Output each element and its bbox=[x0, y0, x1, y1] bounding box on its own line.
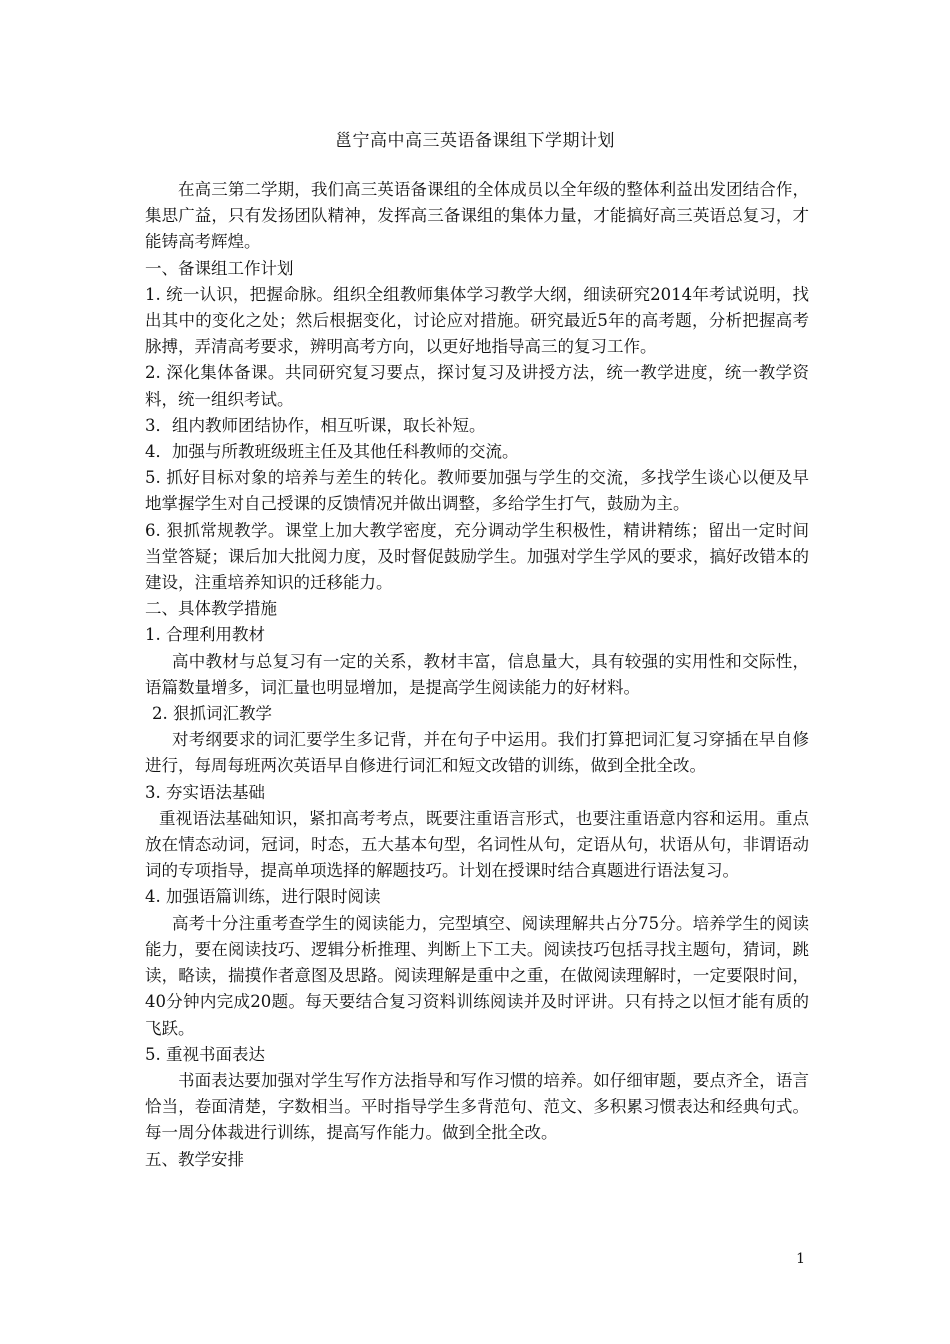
section-heading-schedule: 五、教学安排 bbox=[145, 1149, 244, 1169]
plan-item-5: 5. 抓好目标对象的培养与差生的转化。教师要加强与学生的交流，多找学生谈心以便及早地掌握学生对自己授课的反馈情况并做出调整，多给学生打气，鼓励为主。 bbox=[145, 468, 809, 514]
plan-item-6: 6. 狠抓常规教学。课堂上加大教学密度，充分调动学生积极性，精讲精练；留出一定时间当堂答疑；课后加大批阅力度，及时督促鼓励学生。加强对学生学风的要求，搞好改错本的建设，注重培养知识的迁移能力。 bbox=[145, 520, 809, 593]
section-heading-measures: 二、具体教学措施 bbox=[145, 599, 277, 619]
measure-text-1: 高中教材与总复习有一定的关系，教材丰富，信息量大，具有较强的实用性和交际性，语篇数量增多，词汇量也明显增加，是提高学生阅读能力的好材料。 bbox=[145, 651, 809, 697]
plan-item-3: 3．组内教师团结协作，相互听课，取长补短。 bbox=[145, 415, 486, 435]
measure-heading-3: 3. 夯实语法基础 bbox=[145, 782, 265, 802]
plan-item-2: 2. 深化集体备课。共同研究复习要点，探讨复习及讲授方法，统一教学进度，统一教学资料，统一组织考试。 bbox=[145, 363, 809, 409]
measure-text-3: 重视语法基础知识，紧扣高考考点，既要注重语言形式，也要注重语意内容和运用。重点放在情态动词，冠词，时态，五大基本句型，名词性从句，定语从句，状语从句，非谓语动词的专项指导，提高单项选择的解题技巧。计划在授课时结合真题进行语法复习。 bbox=[145, 808, 809, 881]
measure-text-2: 对考纲要求的词汇要学生多记背，并在句子中运用。我们打算把词汇复习穿插在早自修进行，每周每班两次英语早自修进行词汇和短文改错的训练，做到全批全改。 bbox=[145, 730, 809, 776]
measure-heading-5: 5. 重视书面表达 bbox=[145, 1044, 265, 1064]
section-heading-plan: 一、备课组工作计划 bbox=[145, 258, 294, 278]
measure-text-4: 高考十分注重考查学生的阅读能力，完型填空、阅读理解共占分75分。培养学生的阅读能力，要在阅读技巧、逻辑分析推理、判断上下工夫。阅读技巧包括寻找主题句，猜词，跳读，略读，揣摸作者意图及思路。阅读理解是重中之重，在做阅读理解时，一定要限时间，40分钟内完成20题。每天要结合复习资料训练阅读并及时评讲。只有持之以恒才能有质的飞跃。 bbox=[145, 913, 809, 1038]
plan-item-4: 4．加强与所教班级班主任及其他任科教师的交流。 bbox=[145, 442, 519, 462]
document-body bbox=[145, 177, 809, 1173]
plan-item-1: 1. 统一认识，把握命脉。组织全组教师集体学习教学大纲，细读研究2014年考试说明，找出其中的变化之处；然后根据变化，讨论应对措施。研究最近5年的高考题，分析把握高考脉搏，弄清高考要求，辨明高考方向，以更好地指导高三的复习工作。 bbox=[145, 284, 809, 357]
document-title: 邕宁高中高三英语备课组下学期计划 bbox=[335, 131, 615, 151]
intro-paragraph: 在高三第二学期，我们高三英语备课组的全体成员以全年级的整体利益出发团结合作，集思广益，只有发扬团队精神，发挥高三备课组的集体力量，才能搞好高三英语总复习，才能铸高考辉煌。 bbox=[145, 180, 809, 252]
page-number: 1 bbox=[796, 1251, 805, 1267]
measure-heading-4: 4. 加强语篇训练，进行限时阅读 bbox=[145, 887, 381, 907]
measure-heading-1: 1. 合理利用教材 bbox=[145, 625, 265, 645]
measure-text-5: 书面表达要加强对学生写作方法指导和写作习惯的培养。如仔细审题，要点齐全，语言恰当，卷面清楚，字数相当。平时指导学生多背范句、范文、多积累习惯表达和经典句式。每一周分体裁进行训练，提高写作能力。做到全批全改。 bbox=[145, 1070, 809, 1143]
measure-heading-2: 2. 狠抓词汇教学 bbox=[152, 704, 272, 724]
